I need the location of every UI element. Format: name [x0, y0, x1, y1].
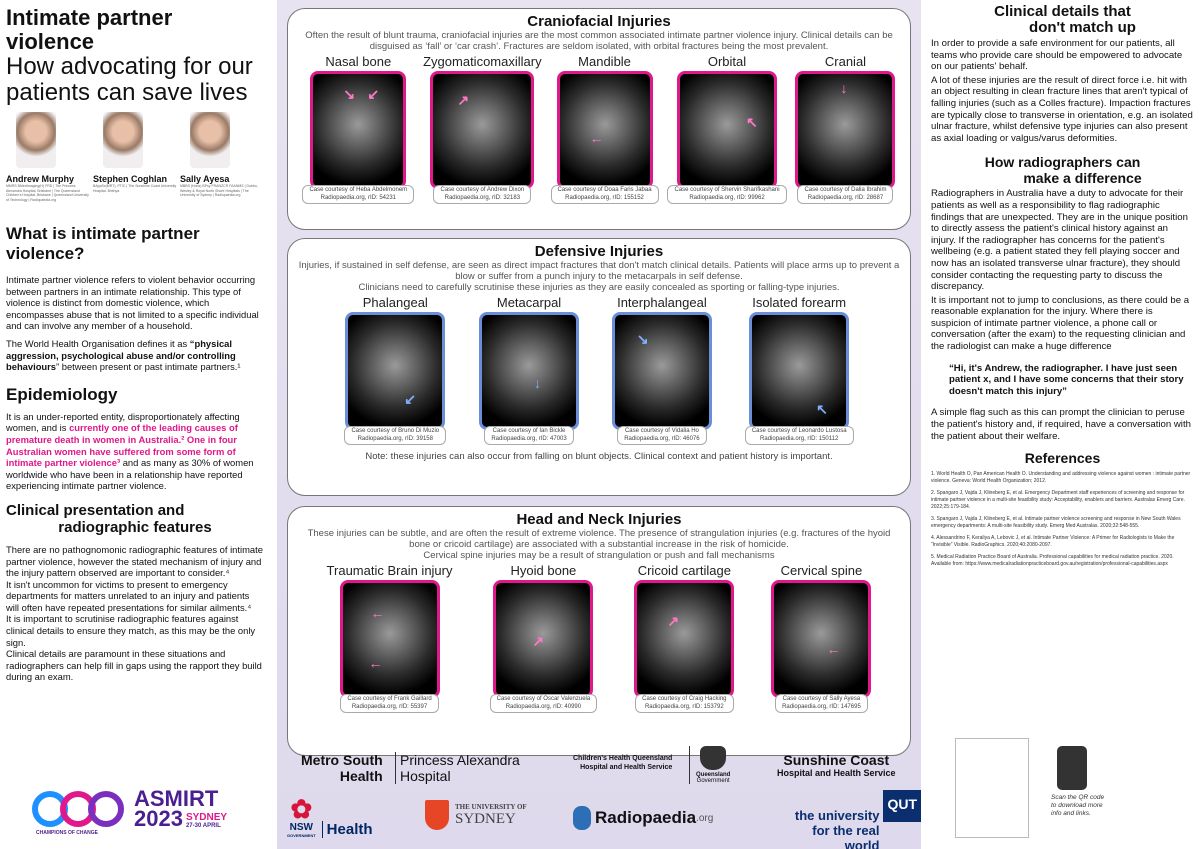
craniofacial-figures [298, 54, 900, 204]
image-caption [667, 185, 786, 204]
logo-text: NSW [289, 822, 313, 833]
image-caption [635, 694, 733, 713]
figure-title: Hyoid bone [510, 563, 577, 578]
image-caption [344, 426, 446, 445]
caption-rid: Radiopaedia.org, rID: 40990 [505, 703, 582, 710]
image-caption [617, 426, 706, 445]
caption-rid: Radiopaedia.org, rID: 150112 [760, 435, 839, 442]
author-photo [190, 112, 230, 168]
mismatch-heading-line-1: Clinical details that [994, 3, 1131, 20]
mismatch-heading-line-2: don't match up [1029, 19, 1136, 36]
logo-radiopaedia [573, 806, 713, 830]
defensive-intro-2: Clinicians need to carefully scrutinise these injuries as they are easily concealed as sporting or falling-type injuries. [358, 282, 840, 293]
caption-rid: Radiopaedia.org, rID: 47003 [491, 435, 567, 442]
logo-text: GOVERNMENT [287, 833, 316, 838]
author-name: Andrew Murphy [6, 174, 75, 184]
figure-title: Mandible [578, 54, 631, 69]
xray-image: ↘ [612, 312, 712, 430]
author-1 [6, 112, 90, 202]
figure-title: Orbital [707, 54, 747, 69]
mismatch-heading [931, 4, 1194, 36]
champions-of-change-rings-icon [30, 788, 130, 830]
image-caption [490, 694, 598, 713]
figure-orbital [667, 54, 786, 204]
xray-image: ← ← [340, 580, 440, 698]
caption-rid: Radiopaedia.org, rID: 46076 [624, 435, 700, 442]
figure-mandible [551, 54, 659, 204]
defensive-intro: Injuries, if sustained in self defense, are seen as direct impact fractures that don't match clinical details. Patients will place arms up to prevent a blow or suffer from a punch injury to the metacarpals in self defense. [298, 260, 900, 282]
xray-image: ↓ [479, 312, 579, 430]
image-caption [745, 426, 854, 445]
asmirt-year: 2023 [134, 806, 183, 831]
caption-author: Case courtesy of Shervin Sharifkashani [674, 187, 780, 193]
epidemiology-paragraph [6, 411, 264, 492]
reference-item: 1. World Health O, Pan American Health O. Understanding and addressing violence against women : intimate partner violence. Geneva: World Health Organization; 2012. [931, 471, 1191, 485]
epi-highlight: currently one of the leading causes of premature death in women in Australia.² One in four Australian women have suffered from some form of intimate partner violence³ [6, 422, 238, 469]
middle-column [277, 0, 921, 849]
epi-text-a: It is an under-reported entity, disproportionately affecting women, and is [6, 410, 240, 434]
figure-title: Cricoid cartilage [637, 563, 731, 578]
figure-phalangeal [344, 295, 446, 445]
xray-image: ← [771, 580, 871, 698]
author-affiliation: BAppSc(MRT), PTIC | The Sunshine Coast University Hospital, Birtinya [93, 184, 177, 193]
logo-text: THE UNIVERSITY OF [455, 802, 527, 811]
who-intro: The World Health Organisation defines it as [6, 337, 188, 349]
right-column [925, 0, 1200, 849]
caption-author: Case courtesy of Leonardo Lustosa [751, 428, 847, 434]
radiographer-quote: “Hi, it's Andrew, the radiographer. I have just seen patient x, and I have some concerns that their story doesn't match this injury” [949, 362, 1184, 397]
defensive-figures [298, 295, 900, 445]
head-neck-heading: Head and Neck Injuries [516, 511, 682, 528]
figure-traumatic-brain-injury [327, 563, 453, 713]
clinical-heading-line-1: Clinical presentation and [6, 501, 185, 519]
difference-heading-line-2: make a difference [1023, 170, 1142, 187]
figure-title: Nasal bone [325, 54, 392, 69]
logo-nsw-health [287, 796, 373, 838]
qr-instruction: Scan the QR code to download more info and links. [1051, 794, 1105, 817]
author-affiliation: MBBS (Hons) BPsy FRANZCR FAANMS | Dubbo, Wesley & Royal North Shore Hospitals | The University of Sydney | Radiopaedia.org [180, 184, 258, 197]
logo-pah [395, 752, 520, 784]
image-caption [551, 185, 659, 204]
defensive-section [287, 238, 911, 496]
crest-icon [700, 746, 726, 770]
difference-heading [931, 154, 1194, 186]
logo-text: Government [696, 778, 730, 784]
logo-text: Health [322, 821, 373, 838]
figure-title: Metacarpal [496, 295, 562, 310]
logo-text: Hospital [400, 768, 451, 784]
mismatch-p2: A lot of these injuries are the result of direct force i.e. hit with an object resulting in clean fracture lines that aren't typical of falling injuries (such as a Colles fracture). Impaction fractures are typically close to transverse in orientation, e.g. an isolated ulnar fracture, whilst defensive type injuries can also present as axial loading or valgus/varus deformities. [931, 74, 1193, 144]
defensive-heading: Defensive Injuries [534, 243, 664, 260]
radiopaedia-icon [573, 806, 591, 830]
difference-p2: It is important not to jump to conclusions, as there could be a reasonable explanation for the injury. Where there is suspicion of intimate partner violence, a phone call or conversation (after the exam) to the requesting clinician and the radiologist can make a huge difference [931, 294, 1190, 353]
logo-text: Sunshine Coast [783, 752, 890, 768]
xray-image: ↙ [345, 312, 445, 430]
figure-cricoid-cartilage [634, 563, 734, 713]
xray-image: ↖ [677, 71, 777, 189]
head-neck-intro-2: Cervical spine injuries may be a result of strangulation or push and fall mechanisms [423, 550, 775, 561]
author-name: Stephen Coghlan [93, 174, 167, 184]
logo-metro-south [301, 752, 383, 784]
xray-image: ↗ [430, 71, 534, 189]
logo-text: .org [696, 812, 714, 824]
image-caption [302, 185, 414, 204]
clinical-p2: It isn't uncommon for victims to present to emergency departments for matters unrelated to an injury and patients will often have repeated presentations for similar ailments.⁴ [6, 578, 252, 613]
asmirt-dates: 27-30 APRIL [185, 823, 221, 829]
caption-author: Case courtesy of Doaa Faris Jabaa [557, 187, 652, 193]
logo-text: Metro South [301, 752, 383, 768]
caption-author: Case courtesy of Heba Abdelmonem [309, 187, 408, 193]
craniofacial-intro: Often the result of blunt trauma, craniofacial injuries are the most common associated intimate partner violence injury. Clinical details can be disguised as ‘fall’ or ‘car crash’. Fractures are seldom isolated, with orbital fractures being the most prevalent. [305, 30, 893, 52]
reference-item: 2. Spangaro J, Vajda J, Klineberg E, et al. Emergency Department staff experiences of screening and response for intimate partner violence in a multi-site feasibility study: Acceptability, enablers and barriers. Australas Emerg Care. 2022;25:179-184. [931, 490, 1185, 511]
caption-rid: Radiopaedia.org, rID: 55397 [351, 703, 428, 710]
mismatch-p1: In order to provide a safe environment for our patients, all teams who provide care should be empowered to advocate on our patients' behalf. [931, 38, 1183, 73]
logo-text: Queensland [696, 772, 731, 778]
caption-rid: Radiopaedia.org, rID: 99962 [689, 194, 765, 201]
caption-author: Case courtesy of Sally Ayesa [782, 696, 861, 702]
logo-text: QUT [883, 790, 921, 822]
epi-text-c: and as many as 30% of women worldwide who have been in a relationship have reported experiencing intimate partner violence. [6, 457, 254, 492]
reference-item: 3. Spangaro J, Vajda J, Klineberg E, et al. Intimate partner violence screening and response in New South Wales emergency departments: A multi-site feasibility study. Emerg Med Australas. 2020;32:548-555. [931, 516, 1181, 530]
caption-rid: Radiopaedia.org, rID: 54231 [320, 194, 397, 201]
author-3 [180, 112, 264, 202]
image-caption [797, 185, 893, 204]
clinical-p3: It is important to scrutinise radiographic features against clinical details to ensure they match, as this may be the only sign. [6, 613, 256, 648]
logo-sunshine-coast [777, 752, 896, 778]
figure-metacarpal [479, 295, 579, 445]
references-list [931, 471, 1194, 568]
xray-image: ↓ [795, 71, 895, 189]
who-quote: “physical aggression, psychological abuse and/or controlling behaviours [6, 337, 236, 373]
image-caption [433, 185, 531, 204]
poster-subtitle-line-2: patients can save lives [6, 79, 248, 106]
who-definition [6, 338, 264, 373]
caption-author: Case courtesy of Ian Bickle [492, 428, 566, 434]
figure-title: Isolated forearm [752, 295, 847, 310]
what-heading: What is intimate partner violence? [6, 224, 200, 263]
craniofacial-heading: Craniofacial Injuries [527, 13, 671, 30]
qr-code-placeholder[interactable] [955, 738, 1029, 838]
image-caption [340, 694, 438, 713]
references-heading: References [1024, 450, 1101, 467]
sydney-crest-icon [425, 800, 449, 830]
logo-text: the university [794, 808, 880, 823]
caption-rid: Radiopaedia.org, rID: 32183 [444, 194, 521, 201]
author-affiliation: MMRS BMedImaging(H) FRD | The Princess Alexandra Hospital, Brisbane | The Queensland Children's Hospital, Brisbane | Queensland University of Technology | Radiopaedia.org [6, 184, 89, 202]
image-caption [484, 426, 573, 445]
xray-image: ↗ [493, 580, 593, 698]
caption-rid: Radiopaedia.org, rID: 153792 [644, 703, 724, 710]
reference-item: 4. Alessandrino F, Keraliya A, Lebovic J, et al. Intimate Partner Violence: A Primer for Radiologists to Make the “Invisible” Visible. RadioGraphics. 2020;40:2080-2097. [931, 535, 1175, 549]
caption-author: Case courtesy of Oscar Valenzuela [496, 696, 591, 702]
poster-title: Intimate partner violence [6, 5, 173, 54]
caption-rid: Radiopaedia.org, rID: 39158 [357, 435, 433, 442]
who-tail: ” between present or past intimate partners.¹ [56, 361, 241, 373]
head-neck-section [287, 506, 911, 756]
logo-text: Radiopaedia [595, 808, 697, 827]
figure-title: Phalangeal [362, 295, 428, 310]
clinical-heading [6, 502, 264, 536]
logo-text: Hospital and Health Service [580, 764, 673, 771]
xray-image: ↗ [634, 580, 734, 698]
image-caption [775, 694, 868, 713]
what-paragraph: Intimate partner violence refers to violent behavior occurring between partners in an intimate relationship. This type of violence is distinct from domestic violence, which encompasses abuse that is not limited to a specific individual and can involve any member of a household. [6, 274, 259, 332]
clinical-heading-line-2: radiographic features [58, 518, 212, 536]
logo-chq [573, 754, 672, 772]
logo-text: Children's Health Queensland [573, 755, 673, 762]
logo-text: SYDNEY [455, 810, 516, 827]
author-photo [16, 112, 56, 168]
caption-author: Case courtesy of Vidalia Ho [624, 428, 699, 434]
figure-title: Traumatic Brain injury [326, 563, 453, 578]
clinical-p1: There are no pathognomonic radiographic features of intimate partner violence, however the stated mechanism of injury and the injury pattern observed are important to consider.⁴ [6, 543, 263, 579]
figure-cervical-spine [771, 563, 871, 713]
difference-p1: Radiographers in Australia have a duty to advocate for their patients as well as a responsibility to flag radiographic findings that are unexpected. They are in the unique position to directly assess the patient's clinical history against an injury. If the radiographer has concerns for the patient's wellbeing (e.g. a patient stated they fell playing soccer and now has an isolated transverse ulnar fracture), they should consider contacting the requesting party to discuss the discrepancy. [931, 188, 1188, 293]
caption-rid: Radiopaedia.org, rID: 147695 [782, 703, 861, 710]
logo-text: for the real world [812, 823, 880, 849]
asmirt-city: SYDNEY [185, 812, 228, 823]
champions-tagline: CHAMPIONS OF CHANGE [36, 830, 98, 836]
caption-author: Case courtesy of Craig Hacking [642, 696, 727, 702]
xray-image: ↘ ↙ [310, 71, 406, 189]
figure-cranial [795, 54, 895, 204]
logo-queensland-government [689, 746, 730, 784]
author-2 [93, 112, 177, 202]
xray-image: ↖ [749, 312, 849, 430]
logo-text: Hospital and Health Service [777, 768, 896, 778]
caption-author: Case courtesy of Bruno Di Muzio [351, 428, 440, 434]
difference-p3: A simple flag such as this can prompt the clinician to peruse the patient's history and, if required, have a conversation with the patient about their welfare. [931, 407, 1191, 442]
logo-text: Princess Alexandra [400, 752, 520, 768]
logo-text: Health [339, 768, 383, 784]
phone-qr-icon [1057, 746, 1087, 790]
craniofacial-section [287, 8, 911, 230]
caption-rid: Radiopaedia.org, rID: 28687 [807, 194, 884, 201]
author-photo [103, 112, 143, 168]
head-neck-figures [298, 563, 900, 713]
poster-subtitle-line-1: How advocating for our [6, 53, 253, 80]
authors [6, 112, 264, 202]
head-neck-intro: These injuries can be subtle, and are often the result of extreme violence. The presence of strangulation injuries (e.g. fractures of the hyoid bone or cricoid cartilage) are associated with a substantial increase in the risk of homicide. [307, 528, 891, 550]
author-name: Sally Ayesa [180, 174, 230, 184]
asmirt-name: ASMIRT [134, 786, 219, 811]
difference-heading-line-1: How radiographers can [984, 154, 1141, 171]
logo-university-of-sydney [425, 800, 527, 830]
figure-title: Cranial [824, 54, 867, 69]
reference-item: 5. Medical Radiation Practice Board of Australia. Professional capabilities for medical radiation practice. 2020. Available from: https://www.medicalradiationpracticeboard.gov.au/registration/professional-capabilities.aspx [931, 554, 1174, 568]
figure-title: Zygomaticomaxillary [423, 54, 542, 69]
clinical-p4: Clinical details are paramount in these situations and radiographers can help fill in gaps using the rapport they build during an exam. [6, 648, 262, 683]
xray-image: ← [557, 71, 653, 189]
figure-zygomaticomaxillary [423, 54, 541, 204]
figure-interphalangeal [612, 295, 712, 445]
defensive-note: Note: these injuries can also occur from falling on blunt objects. Clinical context and patient history is important. [365, 451, 833, 462]
figure-nasal-bone [302, 54, 414, 204]
epidemiology-heading: Epidemiology [6, 384, 118, 404]
waratah-icon: ✿ [290, 794, 313, 824]
caption-author: Case courtesy of Frank Gaillard [347, 696, 432, 702]
caption-rid: Radiopaedia.org, rID: 155152 [565, 194, 644, 201]
logo-qut [777, 790, 921, 849]
caption-author: Case courtesy of Dalia Ibrahim [804, 187, 887, 193]
figure-title: Interphalangeal [617, 295, 707, 310]
figure-title: Cervical spine [780, 563, 863, 578]
figure-isolated-forearm [745, 295, 854, 445]
left-column [0, 0, 270, 849]
asmirt-logo [30, 788, 227, 830]
figure-hyoid-bone [490, 563, 598, 713]
caption-author: Case courtesy of Andrew Dixon [440, 187, 525, 193]
